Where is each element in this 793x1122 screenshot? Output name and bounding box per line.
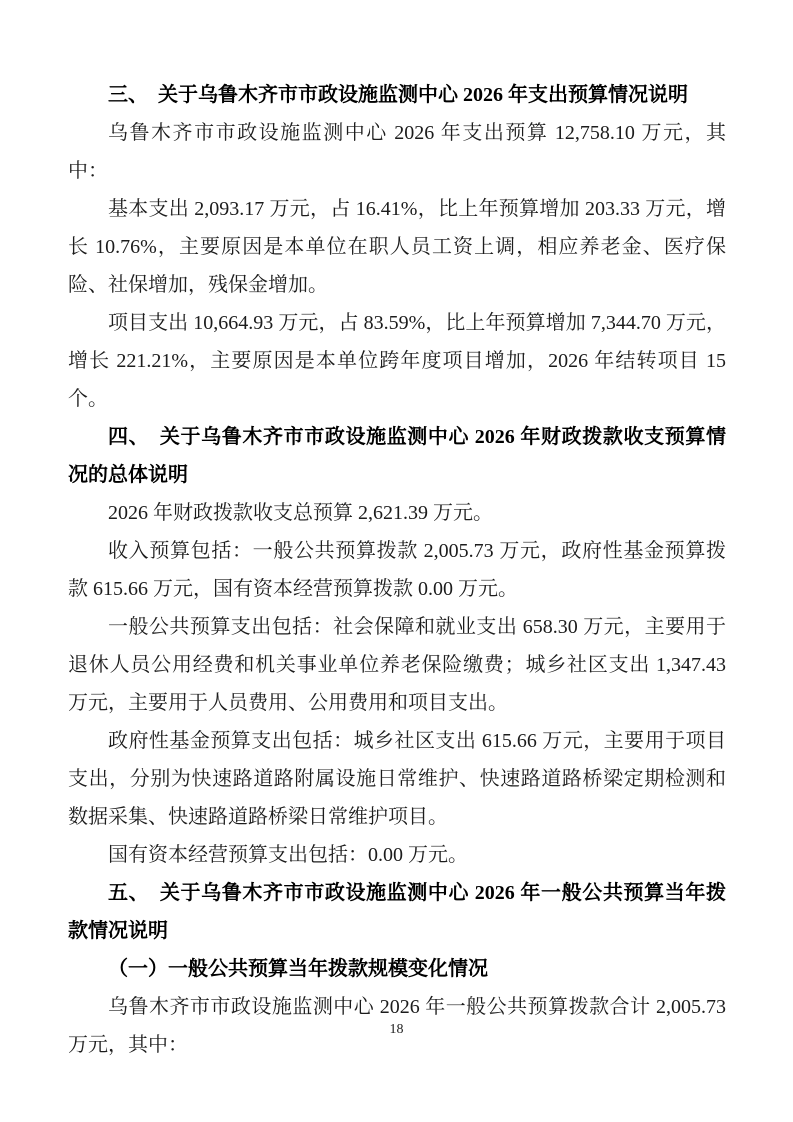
para-government-fund-expenditure: 政府性基金预算支出包括：城乡社区支出 615.66 万元，主要用于项目支出，分别为快速路道路附属设施日常维护、快速路道路桥梁定期检测和数据采集、快速路道路桥梁日常维护项目。 [68,730,726,828]
section-heading-5-current-year-allocation: 五、 关于乌鲁木齐市市政设施监测中心 2026 年一般公共预算当年拨款情况说明 [68,882,726,942]
para-fiscal-allocation-total: 2026 年财政拨款收支总预算 2,621.39 万元。 [108,502,493,524]
page-number: 18 [389,1022,404,1037]
para-general-public-allocation-total: 乌鲁木齐市市政设施监测中心 2026 年一般公共预算拨款合计 2,005.73 万元，其中： [68,996,726,1056]
para-general-public-budget-expenditure: 一般公共预算支出包括：社会保障和就业支出 658.30 万元，主要用于退休人员公用经费和机关事业单位养老保险缴费；城乡社区支出 1,347.43 万元，主要用于人员费用、公用费用和项目支出。 [68,616,726,714]
subsection-heading-5-1-allocation-scale-change: （一）一般公共预算当年拨款规模变化情况 [108,958,488,980]
para-project-expenditure: 项目支出 10,664.93 万元，占 83.59%，比上年预算增加 7,344.70 万元，增长 221.21%，主要原因是本单位跨年度项目增加，2026 年结转项目 15 个。 [68,312,726,410]
section-heading-4-fiscal-allocation: 四、 关于乌鲁木齐市市政设施监测中心 2026 年财政拨款收支预算情况的总体说明 [68,426,726,486]
para-revenue-budget: 收入预算包括：一般公共预算拨款 2,005.73 万元，政府性基金预算拨款 615.66 万元，国有资本经营预算拨款 0.00 万元。 [68,540,726,600]
para-basic-expenditure: 基本支出 2,093.17 万元，占 16.41%，比上年预算增加 203.33 万元，增长 10.76%，主要原因是本单位在职人员工资上调，相应养老金、医疗保险、社保增加，残保金增加。 [68,198,726,296]
para-state-capital-expenditure: 国有资本经营预算支出包括：0.00 万元。 [108,844,468,866]
document-body [68,76,726,1064]
section-heading-3-expenditure-budget: 三、 关于乌鲁木齐市市政设施监测中心 2026 年支出预算情况说明 [108,84,688,106]
para-expenditure-budget-total: 乌鲁木齐市市政设施监测中心 2026 年支出预算 12,758.10 万元，其中： [68,122,726,182]
